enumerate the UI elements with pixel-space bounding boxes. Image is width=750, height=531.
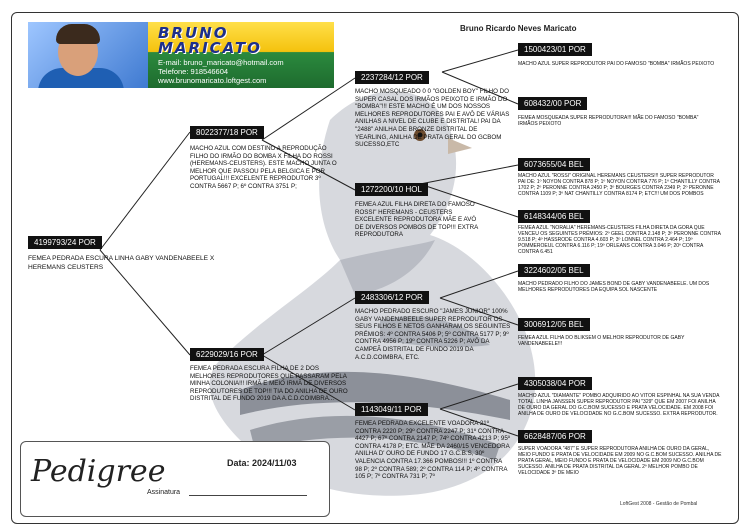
ggp-fmm-ring[interactable]: 6148344/06 BEL [518,210,590,223]
paternal-grandmother-ring[interactable]: 1272200/10 HOL [355,183,428,196]
breeder-first-name: BRUNO [158,24,229,42]
father-ring[interactable]: 8022377/18 POR [190,126,264,139]
paternal-grandmother-description: FEMEA AZUL FILHA DIRETA DO FAMOSO ROSSI" HEREMANS - CEUSTERS EXCELENTE REPRODUTORA MÃE E AVÓ DE DIVERSOS POMBOS DE TOP!!! EXTRA REPRODUTORA [355,201,478,239]
breeder-last-name: MARICATO [158,39,262,57]
ggp-fff-description: MACHO AZUL SUPER REPRODUTOR PAI DO FAMOSO "BOMBA" IRMÃOS PEIXOTO [518,61,715,67]
ggp-fmf-ring[interactable]: 6073655/04 BEL [518,158,590,171]
mother-ring[interactable]: 6229029/16 POR [190,348,264,361]
signature-label: Assinatura [147,489,181,496]
paternal-grandfather-description: MACHO MOSQUEADO 0 0 "GOLDEN BOY" FILHO DO SUPER CASAL DOS IRMÃOS PEIXOTO E IRMÃO DO "BOMBA"!!! ESTE MACHO É UM DOS NOSSOS MELHORES REPRODUTORES PAI E AVÔ DE VÁRIAS ANILHAS A NIVEL DE CLUBE E DISTRITAL! PAI DA "2488" ANILHA DE BRONZE DISTRITAL DE YEARLING, ANILHA DE PRATA GERAL DO GCBOM SUCESSO,ETC [355,88,510,149]
ggp-fmf-description: MACHO AZUL "ROSSI" ORIGINAL HEREMANS CEUSTERS!!! SUPER REPRODUTOR PAI DE: 1º NOYON CONTRA 878 P; 1º NOYON CONTRA 776 P; 1º CHANTILLY CONTRA 1702 P; 2º PERONNE CONTRA 2450 P; 3º BOURGES CONTRA 2349 P; 2º PERONNE CONTRA 1109 P; 3º NAT CHANTILLY CONTRA 8174 P; ETC!!! UM DOS POMBOS [518,173,720,197]
breeder-phone: Telefone: 918546604 [158,67,229,76]
subject-ring[interactable]: 4199793/24 POR [28,236,102,249]
ggp-fff-ring[interactable]: 1500423/01 POR [518,43,592,56]
pedigree-date: Data: 2024/11/03 [227,458,297,468]
maternal-grandmother-ring[interactable]: 1143049/11 POR [355,403,428,416]
ggp-mmm-description: SUPER VOADORA "487" E SUPER REPRODUTORA ANILHA DE OURO DA GERAL, MEIO FUNDO E PRATA DE VELOCIDADE EM 2009 NO G.C.BOM SUCESSO. ANILHA DE PRATA GERAL, MEIO FUNDO E PRATA DE VELOCIDADE EM 2009 NO G.C.BOM SUCESSO. ANILHA DE PRATA DISTRITAL DA GERAL 2º MELHOR POMBO DE VELOCIDADE 3º DE MEIO [518,446,722,476]
ggp-ffm-description: FEMEA MOSQUEADA SUPER REPRODUTORA!!! MÃE DO FAMOSO "BOMBA" IRMÃOS PEIXOTO [518,115,699,127]
footer-credit: LoftGest 2008 - Gestão de Pombal [620,501,698,507]
pedigree-info-box [20,441,330,517]
father-description: MACHO AZUL COM DESTINO A REPRODUÇÃO FILHO DO IRMÃO DO BOMBA X FILHA DO ROSSI (HEREMANS-CEUSTERS). ESTE MACHO JUNTA O MELHOR QUE PASSOU PELA BELGICA E POR PORTUGAL!!! EXCELENTE REPRODUTOR 3º CONTRA 5667 P; 6º CONTRA 3751 P; [190,145,337,190]
ggp-mmf-description: MACHO AZUL "DIAMANTE" POMBO ADQUIRIDO AO VITOR ESPINHAL NA SUA VENDA TOTAL. LINHA JANSSEN SUPER REPRODUTOR PAI "329" QUE EM 2007 FOI ANILHA DE OURO DA GERAL DO G.C.BOM SUCESSO E PRATA VELOCIDADE. EM 2008 FOI ANILHA DE OURO DE VELOCIDADE NO G.C.BOM SUCESSO. EXTRA REPRODUTOR. [518,393,720,417]
ggp-mfm-ring[interactable]: 3006912/05 BEL [518,318,590,331]
ggp-mff-description: MACHO PEDRADO FILHO DO JAMES BOND DE GABY VANDENABEELE. UM DOS MELHORES REPRODUTORES DA EQUIPA SOL NASCENTE [518,281,710,293]
ggp-mmf-ring[interactable]: 4305038/04 POR [518,377,592,390]
maternal-grandmother-description: FEMEA PEDRADA EXCELENTE VOADORA 21º CONTRA 2220 P; 29º CONTRA 2247 P; 31º CONTRA 4427 P; 67º CONTRA 2147 P; 74º CONTRA 4213 P; 95º CONTRA 4178 P; ETC. MÃE DA 2460/15 VENCEDORA ANILHA D' OURO DE FUNDO 17 G.C.B.S, 30º VALENCIA CONTRA 17.366 POMBOS!!! 1º CONTRA 98 P; 2º CONTRA 589; 2º CONTRA 114 P; 4º CONTRA 105 P; 7º CONTRA 731 P; 7º [355,420,511,481]
subject-description: FEMEA PEDRADA ESCURA LINHA GABY VANDENABEELE X HEREMANS CEUSTERS [28,255,215,271]
breeder-website[interactable]: www.brunomaricato.loftgest.com [158,76,267,85]
ggp-mfm-description: FEMEA AZUL FILHA DO BLIKSEM O MELHOR REPRODUTOR DE GABY VANDENABEELE!!! [518,335,685,347]
ggp-ffm-ring[interactable]: 608432/00 POR [518,97,587,110]
ggp-mmm-ring[interactable]: 6628487/06 POR [518,430,592,443]
maternal-grandfather-description: MACHO PEDRADO ESCURO "JAMES JUNIOR" 100% GABY VANDENABEELE SUPER REPRODUTOR OS SEUS FILHOS E NETOS GANHARAM OS SEGUINTES PRÉMIOS: 4º CONTRA 5406 P; 5º CONTRA 5177 P; 9º CONTRA 4956 P; 19º CONTRA 5226 P; AVÔ DA CAMPEÃ DISTRITAL DE FUNDO 2019 DA A.C.D.COIMBRA, ETC. [355,308,511,361]
ggp-mff-ring[interactable]: 3224602/05 BEL [518,264,590,277]
breeder-email[interactable]: E-mail: bruno_maricato@hotmail.com [158,58,284,67]
signature-line[interactable] [189,495,307,496]
owner-name: Bruno Ricardo Neves Maricato [460,24,577,33]
mother-description: FEMEA PEDRADA ESCURA FILHA DE 2 DOS MELHORES REPRODUTORES QUE PASSARAM PELA MINHA COLONIA!!! IRMÃ E MEIO IRMÃ DE DIVERSOS REPRODUTORES DE TOP!!! TIA DO ANILHA DE OURO DISTRITAL DE FUNDO 2019 DA A.C.D.COIMBRA... [190,365,348,403]
ggp-fmm-description: FEMEA AZUL "NORALIA" HEREMANS-CEUSTERS FILHA DIRETA DA GORA QUE VENCEU OS SEGUINTES PRÉMIOS: 2º GEEL CONTRA 2.148 P; 3º PERONNE CONTRA 9.518 P; 4º HASSRODE CONTRA 4.603 P; 3º LONNEL CONTRA 2.464 P; 19º POMMEROEUL CONTRA 6.116 P; 19º ORLEANS CONTRA 3.046 P; 20º CONTRA CONTRA 6.451 [518,225,721,255]
paternal-grandfather-ring[interactable]: 2237284/12 POR [355,71,429,84]
pedigree-title: Pedigree [31,454,166,489]
maternal-grandfather-ring[interactable]: 2483306/12 POR [355,291,429,304]
